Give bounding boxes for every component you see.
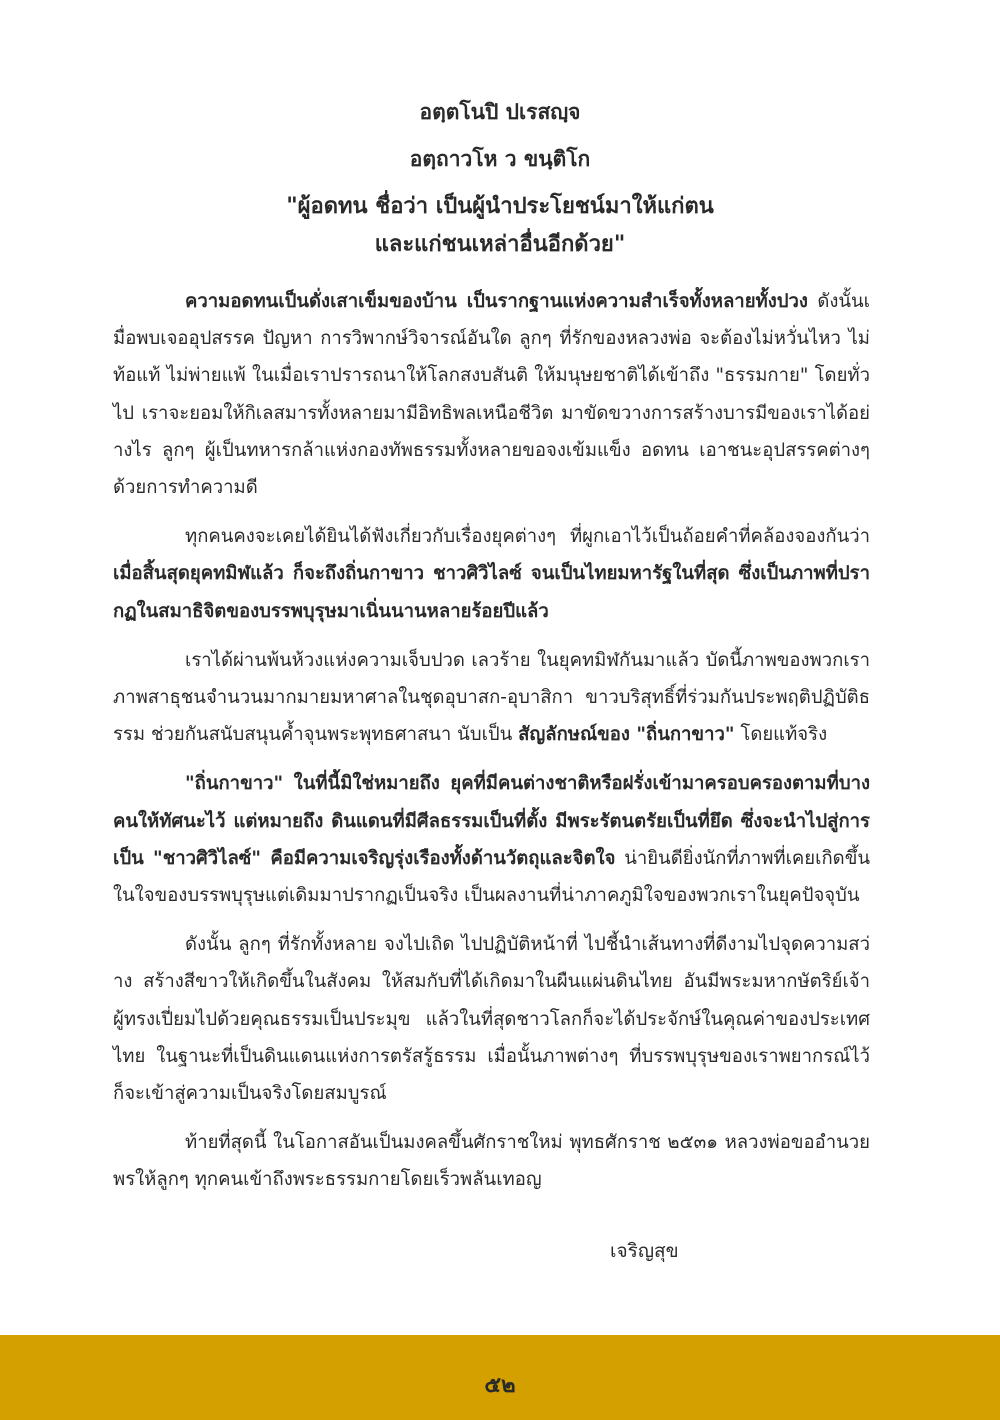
paragraph-6-text: ท้ายที่สุดนี้ ในโอกาสอันเป็นมงคลขึ้นศักราชใหม่ พุทธศักราช ๒๕๓๑ หลวงพ่อขออำนวยพรให้ลูกๆ ทุกคนเข้าถึงพระธรรมกายโดยเร็วพลันเทอญ bbox=[113, 1132, 870, 1191]
page-number: ๕๒ bbox=[484, 1373, 516, 1398]
paragraph-1 bbox=[113, 283, 870, 506]
paragraph-4-text: น่ายินดียิ่งนักที่ภาพที่เคยเกิดขึ้นในใจของบรรพบุรุษแต่เดิมมาปรากฏเป็นจริง เป็นผลงานที่น่าภาคภูมิใจของพวกเราในยุคปัจจุบัน bbox=[113, 847, 870, 907]
header-pali-line-1: อตฺตโนปิ ปเรสญฺจ bbox=[419, 100, 581, 124]
paragraph-4 bbox=[113, 765, 870, 914]
paragraph-2-bold: เมื่อสิ้นสุดยุคทมิฬแล้ว ก็จะถึงถิ่นกาขาว ชาวศิวิไลซ์ จนเป็นไทยมหารัฐในที่สุด ซึ่งเป็นภาพที่ปรากฏในสมาธิจิตของบรรพบุรุษมาเนิ่นนานหลายร้อยปีแล้ว bbox=[113, 563, 870, 622]
body-text bbox=[113, 283, 870, 1211]
paragraph-1-bold: ความอดทนเป็นดั่งเสาเข็มของบ้าน เป็นรากฐานแห่งความสำเร็จทั้งหลายทั้งปวง bbox=[185, 291, 808, 312]
paragraph-5 bbox=[113, 926, 870, 1112]
header-pali-line-2: อตฺถาวโห ว ขนฺติโก bbox=[409, 147, 591, 171]
header-quote-line-2: และแก่ชนเหล่าอื่นอีกด้วย" bbox=[374, 232, 626, 257]
paragraph-1-text: ดังนั้นเมื่อพบเจออุปสรรค ปัญหา การวิพากษ์วิจารณ์อันใด ลูกๆ ที่รักของหลวงพ่อ จะต้องไม่หวั่นไหว ไม่ท้อแท้ ไม่พ่ายแพ้ ในเมื่อเราปรารถนาให้โลกสงบสันติ ให้มนุษยชาติได้เข้าถึง "ธรรมกาย" โดยทั่วไป เราจะยอมให้กิเลสมารทั้งหลายมามีอิทธิพลเหนือชีวิต มาขัดขวางการสร้างบารมีของเราได้อย่างไร ลูกๆ ผู้เป็นทหารกล้าแห่งกองทัพธรรมทั้งหลายขอจงเข้มแข็ง อดทน เอาชนะอุปสรรคต่างๆ ด้วยการทำความดี bbox=[113, 291, 870, 499]
signature: เจริญสุข bbox=[610, 1240, 679, 1262]
paragraph-4-bold: "ถิ่นกาขาว" ในที่นี้มิใช่หมายถึง ยุคที่มีคนต่างชาติหรือฝรั่งเข้ามาครอบครองตามที่บางคนให้ทัศนะไว้ แต่หมายถึง ดินแดนที่มีศีลธรรมเป็นที่ตั้ง มีพระรัตนตรัยเป็นที่ยึด ซึ่งจะนำไปสู่การเป็น "ชาวศิวิไลซ์" คือมีความเจริญรุ่งเรืองทั้งด้านวัตถุและจิตใจ bbox=[113, 773, 870, 869]
paragraph-3-bold: สัญลักษณ์ของ "ถิ่นกาขาว" bbox=[518, 724, 735, 746]
header-quote bbox=[0, 188, 1000, 264]
paragraph-3 bbox=[113, 642, 870, 754]
paragraph-2 bbox=[113, 518, 870, 630]
paragraph-3-text: เราได้ผ่านพ้นห้วงแห่งความเจ็บปวด เลวร้าย ในยุคทมิฬกันมาแล้ว บัดนี้ภาพของพวกเรา ภาพสาธุชนจำนวนมากมายมหาศาลในชุดอุบาสก-อุบาสิกา ขาวบริสุทธิ์ที่ร่วมกันประพฤติปฏิบัติธรรม ช่วยกันสนับสนุนค้ำจุนพระพุทธศาสนา นับเป็น bbox=[113, 649, 870, 746]
paragraph-5-text: ดังนั้น ลูกๆ ที่รักทั้งหลาย จงไปเถิด ไปปฏิบัติหน้าที่ ไปชี้นำเส้นทางที่ดีงามไปจุดความสว่าง สร้างสีขาวให้เกิดขึ้นในสังคม ให้สมกับที่ได้เกิดมาในผืนแผ่นดินไทย อันมีพระมหากษัตริย์เจ้า ผู้ทรงเปี่ยมไปด้วยคุณธรรมเป็นประมุข แล้วในที่สุดชาวโลกก็จะได้ประจักษ์ในคุณค่าของประเทศไทย ในฐานะที่เป็นดินแดนแห่งการตรัสรู้ธรรม เมื่อนั้นภาพต่างๆ ที่บรรพบุรุษของเราพยากรณ์ไว้ ก็จะเข้าสู่ความเป็นจริงโดยสมบูรณ์ bbox=[113, 934, 870, 1105]
header-quote-line-1: "ผู้อดทน ชื่อว่า เป็นผู้นำประโยชน์มาให้แก่ตน bbox=[286, 194, 714, 219]
paragraph-6 bbox=[113, 1124, 870, 1198]
paragraph-2-text: ทุกคนคงจะเคยได้ยินได้ฟังเกี่ยวกับเรื่องยุคต่างๆ ที่ผูกเอาไว้เป็นถ้อยคำที่คล้องจองกันว่า bbox=[185, 526, 870, 548]
paragraph-3-tail: โดยแท้จริง bbox=[734, 724, 828, 746]
